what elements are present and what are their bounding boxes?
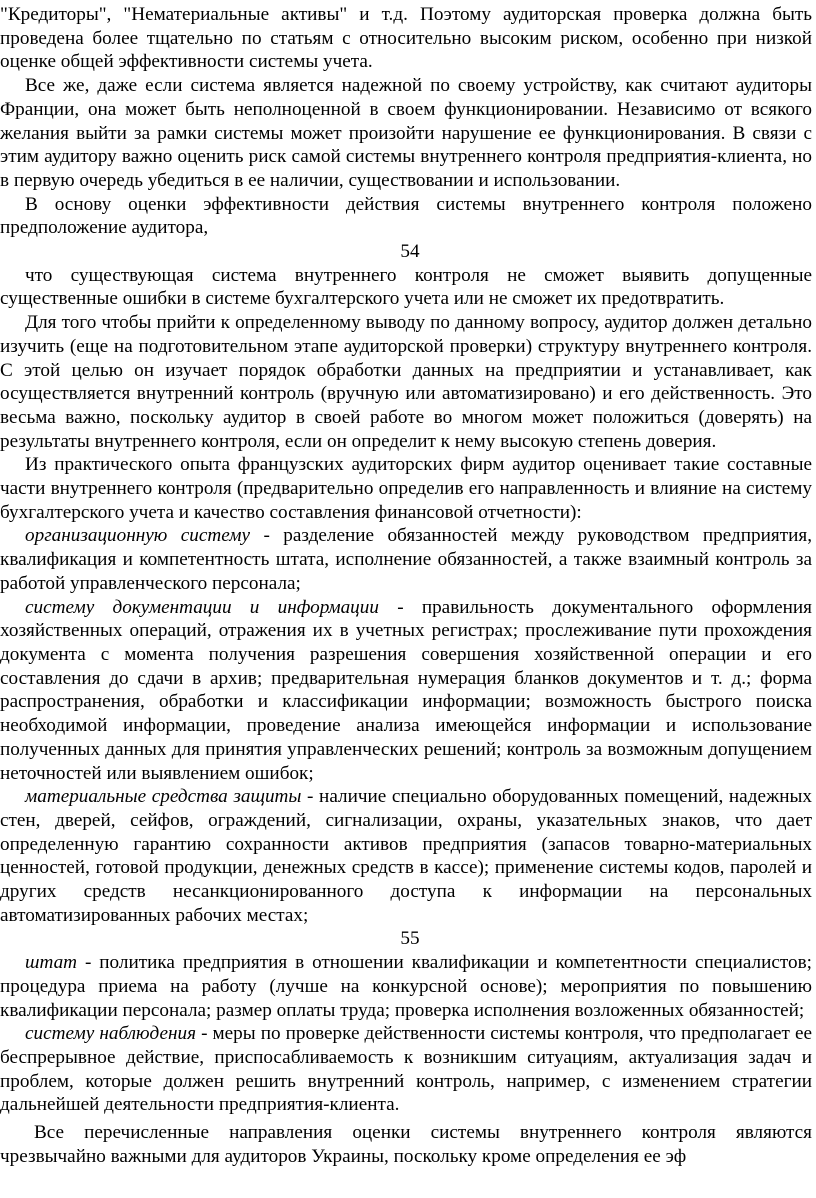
list-item-staff	[0, 951, 812, 1022]
list-item-documentation-system	[0, 596, 812, 786]
item-term: систему наблюдения	[25, 1023, 197, 1045]
item-text: - меры по проверке действенности системы контроля, что предполагает ее беспрерывное действие, приспосабливаемость к возникшим ситуациям, актуализация задач и проблем, которые должен решить внутренний контроль, например, с изменением стратегии дальнейшей деятельности предприятия-клиента.	[0, 1023, 812, 1116]
item-term: материальные средства защиты	[25, 786, 302, 808]
paragraph-assessment-basis: В основу оценки эффективности действия системы внутреннего контроля положено предположение аудитора,	[0, 193, 812, 239]
paragraph-study-structure: Для того чтобы прийти к определенному выводу по данному вопросу, аудитор должен детально изучить (еще на подготовительном этапе аудиторской проверки) структуру внутреннего контроля. С этой целью он изучает порядок обработки данных на предприятии и устанавливает, как осуществляется внутренний контроль (вручную или автоматизировано) и его действенность. Это весьма важно, поскольку аудитор в своей работе во многом может положиться (доверять) на результаты внутреннего контроля, если он определит к нему высокую степень доверия.	[0, 312, 812, 452]
item-text: - разделение обязанностей между руководством предприятия, квалификация и компетентность штата, исполнение обязанностей, а также взаимный контроль за работой управленческого персонала;	[0, 525, 812, 594]
paragraph-french-practice: Из практического опыта французских аудиторских фирм аудитор оценивает такие составные части внутреннего контроля (предварительно определив его направленность и влияние на систему бухгалтерского учета и качество составления финансовой отчетности):	[0, 454, 812, 523]
paragraph-system-reliability: Все же, даже если система является надежной по своему устройству, как считают аудиторы Франции, она может быть неполноценной в своем функционировании. Независимо от всякого желания выйти за рамки системы может произойти нарушение ее функционирования. В связи с этим аудитору важно оценить риск самой системы внутреннего контроля предприятия-клиента, но в первую очередь убедиться в ее наличии, существовании и использовании.	[0, 75, 812, 191]
item-term: штат	[25, 952, 78, 974]
item-text: - правильность документального оформления хозяйственных операций, отражения их в учетных регистрах; прослеживание пути прохождения документа с момента получения разрешения совершения хозяйственной операции и его составления до сдачи в архив; предварительная нумерация бланков документов и т. д.; форма распространения, обработки и классификации информации; возможность быстрого поиска необходимой информации, проведение анализа имеющейся информации и использование полученных данных для принятия управленческих решений; контроль за возможным допущением неточностей или выявлением ошибок;	[0, 596, 812, 784]
list-item-monitoring-system	[0, 1022, 812, 1117]
page-number: 55	[400, 928, 420, 950]
paragraph-conclusion: Все перечисленные направления оценки системы внутреннего контроля являются чрезвычайно важными для аудиторов Украины, поскольку кроме определения ее эф	[0, 1122, 812, 1167]
paragraph-assumption: что существующая система внутреннего контроля не сможет выявить допущенные существенные ошибки в системе бухгалтерского учета или не сможет их предотвратить.	[0, 264, 812, 310]
list-item-material-protection	[0, 785, 812, 927]
page-number: 54	[400, 241, 420, 263]
item-term: систему документации и информации	[25, 596, 379, 618]
item-text: - наличие специально оборудованных помещений, надежных стен, дверей, сейфов, ограждений, сигнализации, охраны, указательных знаков, что дает определенную гарантию сохранности активов предприятия (запасов товарно-материальных ценностей, готовой продукции, денежных средств в кассе); применение системы кодов, паролей и других средств несанкционированного доступа к информации на персональных автоматизированных рабочих местах;	[0, 786, 812, 926]
list-item-organizational-system	[0, 524, 812, 595]
item-term: организационную систему	[25, 525, 251, 547]
paragraph-continuation: "Кредиторы", "Нематериальные активы" и т.д. Поэтому аудиторская проверка должна быть проведена более тщательно по статьям с относительно высоким риском, особенно при низкой оценке общей эффективности системы учета.	[0, 4, 812, 73]
item-text: - политика предприятия в отношении квалификации и компетентности специалистов; процедура приема на работу (лучше на конкурсной основе); мероприятия по повышению квалификации персонала; размер оплаты труда; проверка исполнения возложенных обязанностей;	[0, 952, 812, 1021]
